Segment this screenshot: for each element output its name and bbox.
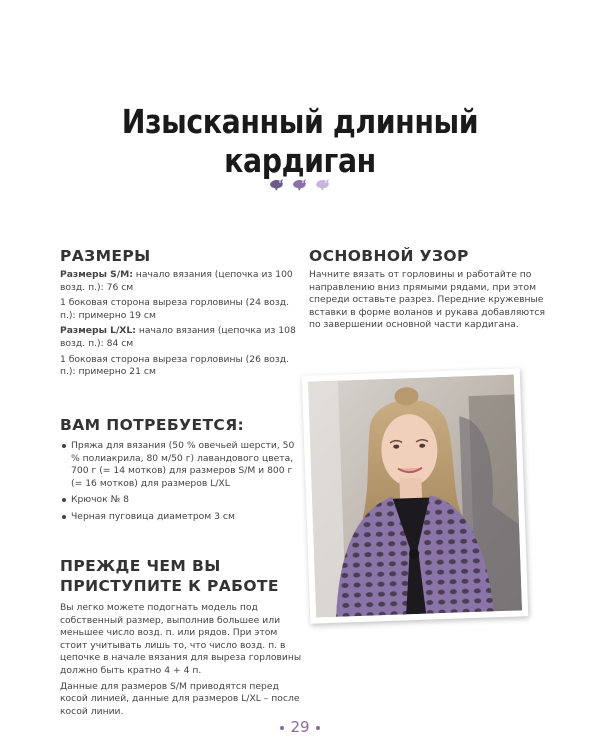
page-number [260, 718, 340, 736]
bird-icon [268, 176, 286, 192]
list-item: Черная пуговица диаметром 3 см [60, 511, 305, 524]
size-value: начало вязания (цепочка из 100 возд. п.): 76 см [60, 269, 293, 293]
bird-ornament [268, 176, 332, 194]
dot-icon [316, 726, 320, 730]
materials-section [60, 440, 305, 528]
before-start-heading: ПРЕЖДЕ ЧЕМ ВЫ ПРИСТУПИТЕ К РАБОТЕ [60, 557, 279, 595]
size-item [60, 354, 305, 379]
model-photo [302, 368, 529, 623]
size-item [60, 325, 305, 350]
paragraph: Данные для размеров S/M приводятся перед косой линией, данные для размеров L/XL – после косой линии. [60, 680, 300, 717]
size-item [60, 297, 305, 322]
materials-list [60, 440, 305, 524]
sizes-heading: РАЗМЕРЫ [60, 247, 151, 265]
page-title: Изысканный длинный кардиган [121, 102, 479, 180]
materials-heading: ВАМ ПОТРЕБУЕТСЯ: [60, 416, 245, 434]
page-number-value: 29 [290, 718, 310, 736]
before-start-section [60, 602, 305, 721]
paragraph: Вы легко можете подогнать модель под собственный размер, выполнив большее или меньшее число возд. п. или рядов. При этом стоит учитывать лишь то, что число возд. п. в цепочке в начале вязания для выреза горловины должно быть кратно 4 + 4 п. [60, 602, 302, 676]
pattern-text: Начните вязать от горловины и работайте по направлению вниз прямыми рядами, при этом спереди оставьте разрез. Передние кружевные вставки в форме воланов и рукава добавляются по завершении основной части кардигана. [309, 269, 546, 331]
size-item [60, 269, 305, 294]
list-item: Крючок № 8 [60, 494, 305, 507]
size-value: 1 боковая сторона выреза горловины (26 возд. п.): примерно 21 см [60, 353, 290, 378]
size-label: Размеры L/XL: [60, 325, 136, 337]
model-photo-illustration [308, 374, 522, 617]
dot-icon [280, 726, 284, 730]
size-value: 1 боковая сторона выреза горловины (24 возд. п.): примерно 19 см [60, 297, 290, 321]
list-item: Пряжа для вязания (50 % овечьей шерсти, 50 % полиакрила, 80 м/50 г) лавандового цвета, 700 г (= 14 мотков) для размеров S/M и 800 г (= 16 мотков) для размеров L/XL [60, 440, 305, 490]
bird-icon [314, 176, 332, 192]
pattern-heading: ОСНОВНОЙ УЗОР [309, 247, 469, 265]
sizes-section [60, 269, 305, 382]
bird-icon [291, 176, 309, 192]
size-value: начало вязания (цепочка из 108 возд. п.): 84 см [60, 325, 296, 349]
size-label: Размеры S/M: [60, 269, 133, 280]
